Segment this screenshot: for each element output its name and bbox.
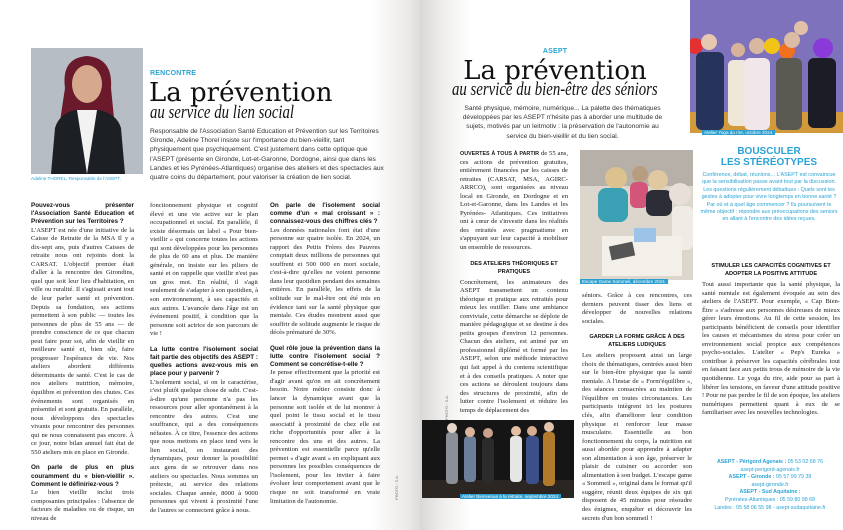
yoga-photo (690, 0, 843, 133)
answer-paragraph: L'isolement social, si on le caractérise, c'est plutôt quelque chose de subi. C'est-à-dire qu'une personne n'a pas les ressources pour aller spontanément à la rencontre des autres. C'est une souffrance, qui a des conséquences néfastes. À ce titre, l'essence des actions que nous mettons en place tend vers le lien social, en instaurant des dynamiques, pour donner la possibilité aux gens de se retrouver dans nos ateliers ou spectacles. Nous sommes un prétexte, au service des relations sociales. Chaque année, 8000 à 9000 personnes qui vivent à proximité l'une de l'autres se connectent grâce à nous. (150, 378, 258, 514)
contact-phone: Pyrénées-Atlantiques : 05 59 80 98 68 (724, 496, 816, 503)
yoga-group-image-icon (690, 0, 843, 133)
escape-game-caption: Escape Game Sommeil, décembre 2024. (582, 279, 667, 284)
article-column-3 (270, 202, 380, 513)
page-subtitle: au service du lien social (150, 102, 295, 123)
kicker: RENCONTRE (150, 70, 197, 77)
intro-body: de 55 ans, ces actions de prévention gratuites, entièrement financées par les caisses de retraites (CARSAT, MSA, AGIRC-ARRCO), sont organisées au niveau local en Gironde, en Dordogne et en Lot-et-Garonne, dans les Landes et les Pyrénées- Atlantiques. Ces initiatives ont à cœur de s'investir dans les réalités des retraités avec pragmatisme en s'appuyant sur leur capacité à mobiliser un ensemble de ressources. (460, 150, 568, 252)
article-column-2 (582, 292, 692, 530)
escape-game-photo (580, 150, 693, 280)
section-heading: DES ATELIERS THÉORIQUES ET PRATIQUES (470, 260, 558, 275)
section-heading: GARDER LA FORME GRÂCE À DES ATELIERS LUDIQUES (589, 334, 685, 349)
contact-name: ASEPT - Gironde : (728, 474, 775, 481)
question-heading: Pouvez-vous présenter l'Association Santé Education et Prévention sur les Territoires ? (31, 202, 134, 226)
portrait-image-icon (31, 48, 143, 174)
contact-name: ASEPT - Périgord Agenais : (716, 459, 787, 465)
contact-line[interactable] (700, 467, 840, 475)
article-column-2 (150, 202, 258, 522)
article-column-3 (702, 260, 840, 425)
section-body: Les ateliers proposent ainsi un large choix de thématiques, centrées aussi bien sur le bien-être physique que la santé mentale. A l'instar de « Form'équilibre », des séances consacrées au maintien de l'équilibre en toutes circonstances. Les participants intègrent ici les postures clés, afin d'améliorer leur condition physique et renforcer leur masse musculaire. Essentielle au bon fonctionnement du corps, la nutrition est aussi abordée pour apprendre à adapter son alimentation à son âge, préserver le plaisir de cuisiner ou accorder son alimentation à son budget. L'escape game « Sommeil », original dans le format qu'il suggère, réunit deux équipes de six qui disposent de 45 minutes pour résoudre des énigmes, enquêter et découvrir les secrets d'un bon sommeil ! (582, 352, 692, 522)
page-title: La prévention (149, 78, 333, 108)
portrait-photo (31, 48, 143, 174)
question-heading: On parle de l'isolement social comme d'un « mal croissant » : connaissez-vous des chiffres clés ? (270, 202, 380, 226)
answer-paragraph: fonctionnement physique et cognitif élevé et une vie active sur le plan occupationnel et social. En parallèle, il existe désormais un label « Pour bien-vieillir » qui concerne toutes les actions qui sont développées pour les personnes de plus de 60 ans et plus. De manière générale, on insiste sur les piliers de santé et on rappelle que vieillir n'est pas un gros mot. En réalité, il s'agit seulement de s'adapter à son quotidien, à son environnement, à ses capacités et aux autres. L'avancée dans l'âge est un événement positif, à condition que la personne soit actrice de son parcours de vie ! (150, 202, 258, 338)
question-heading: On parle de plus en plus couramment du « bien-vieillir ». Comment le définiriez-vous ? (31, 464, 134, 488)
question-heading: La lutte contre l'isolement social fait partie des objectifs des ASEPT : quelles actions avez-vous mis en place pour y parvenir ? (150, 345, 258, 378)
contact-phone: Landes : 05 58 06 55 98 - asept-sudaquitaine.fr (714, 504, 826, 511)
bienvenue-photo (422, 420, 574, 498)
page-subtitle: au service du bien-être des séniors (452, 79, 658, 100)
intro-text: séniors. Grâce à ces rencontres, ces derniers peuvent tisser des liens et développer de nouvelles relations sociales. (582, 292, 692, 325)
workshop-photo-image-icon (580, 150, 693, 280)
group-photo-image-icon (422, 420, 574, 498)
article-column-1 (31, 202, 134, 530)
box-title-line2: LES STÉRÉOTYPES (720, 157, 818, 168)
left-page (0, 0, 420, 530)
photo-credit: PHOTO : S.A. (394, 474, 399, 500)
contact-line (700, 459, 840, 467)
box-title-line1: BOUSCULER (737, 146, 801, 157)
page-title: La prévention (463, 56, 647, 86)
contact-line (700, 474, 840, 482)
contact-line (700, 497, 840, 505)
answer-paragraph: Je pense effectivement que la priorité est d'agir avant qu'on en ait concrètement besoin. Notre métier consiste donc à lancer la dynamique avant que la personne soit isolée et de lui montrer à quel point le tissu social et le tissu associatif à proximité de chez elle est riche d'opportunités pour aller à la rencontre des uns et des autres. La prévention est essentielle parce qu'elle permet « d'agir avant » en expliquant aux personnes les possibles conséquences de l'isolement, pour les inviter à faire évoluer leur comportement avant que le risque ne soit transformé en vraie limitation de l'autonomie. (270, 369, 380, 505)
photo-credit: PHOTO : S.A. (444, 394, 449, 420)
contact-line[interactable] (700, 482, 840, 490)
question-heading: Quel rôle joue la prévention dans la lutte contre l'isolement social ? Comment se concrétise-t-elle ? (270, 344, 380, 369)
subtitle-wrapper (420, 80, 690, 100)
box-text: Conférence, débat, réunions... L'ASEPT est convaincue que la sensibilisation passe avant tout par la discussion. Les questions régulièrement débattues : Quels sont les gestes à adopter pour vivre longtemps en bonne santé ? Par où et à quel âge commencer ? Ils poursuivent le même objectif : répondre aux préoccupations des seniors en allant à l'encontre des idées reçues. (700, 172, 838, 223)
kicker: ASEPT (542, 48, 568, 55)
article-column-1 (460, 150, 568, 422)
answer-paragraph: Les données nationales font état d'une personne sur quatre isolée. En 2024, un rapport des Petits Frères des Pauvres comptait deux millions de personnes qui souffrent et 500 000 en mort sociale, c'est-à-dire qu'elles ne voient personne dans leur quotidien pendant des semaines entières. En parallèle, les effets de la solitude sur le mal-être ont été mis en évidence tant sur la santé physique que mentale. Ces études montrent aussi que souffrir de solitude augmente le risque de décès prématuré de 30%. (270, 226, 380, 337)
contacts-block (700, 459, 840, 512)
bienvenue-caption: Atelier Bienvenue à la retraite, septembre 2024. (462, 494, 560, 499)
intro-text (460, 150, 568, 253)
intro-paragraph: Responsable de l'Association Santé Education et Prévention sur les Territoires Gironde, Adeline Thorel insiste sur l'importance du bien-vieillir, tant physiquement que psychiquement. C'est justement dans cette optique que l'ASEPT (présente en Gironde, Lot-et-Garonne, Dordogne, ainsi que dans les Landes et les Pyrénées-Atlantiques) organise des ateliers et des spectacles aux quatre coins du département, pour valoriser la création de lien social. (150, 128, 384, 182)
portrait-caption: Adeline THOREL, Responsable de l'ASEPT. (31, 176, 121, 181)
intro-paragraph: Santé physique, mémoire, numérique... La palette des thématiques développées par les ASEPT n'hésite pas à aborder une multitude de sujets, motivés par un leitmotiv : la préservation de l'autonomie au service du bien-vieillir et du lien social. (462, 105, 663, 140)
stereotypes-box (700, 146, 838, 224)
yoga-caption: Atelier Yoga du rire, octobre 2024. (704, 130, 774, 135)
lead-in: OUVERTES À TOUS À PARTIR (460, 151, 540, 157)
right-page (420, 0, 843, 530)
answer-paragraph: Le bien vieillir inclut trois composantes principales : l'absence de facteurs de maladies ou de risque, un niveau de (31, 488, 134, 522)
contact-name: ASEPT - Sud Aquitaine : (739, 489, 801, 496)
section-heading: STIMULER LES CAPACITÉS COGNITIVES ET ADOPTER LA POSITIVE ATTITUDE (711, 263, 831, 277)
section-body: Tout aussi importante que la santé physique, la santé mentale est également évoquée au sein des ateliers de l'ASEPT. Pour exemple, « Cap Bien- Être » s'adresse aux personnes désireuses de mieux gérer leurs émotions. Au fil de cette session, les participants bénéficient de conseils pour identifier les causes et mécanismes du stress pour créer un environnement social propice aux compétences psycho-sociales. L'atelier « Pep's Eureka » contribue à préserver les capacités cérébrales tout en faisant face aux petits trous de mémoire de la vie quotidienne. Le yoga du rire, aide pour sa part à libérer les tensions, en faveur d'une attitude positive ! Pour ne pas perdre le fil de son époque, les ateliers numériques permettent quant à eux de se familiariser avec les nouvelles technologies. (702, 281, 840, 417)
contact-phone: 05 57 99 79 39 (774, 474, 812, 481)
contact-website[interactable]: asept-gironde.fr (751, 481, 789, 488)
contact-line (700, 489, 840, 497)
answer-paragraph: L'ASEPT est née d'une initiative de la Caisse de Retraite de la MSA Il y a dix-sept ans, puis d'autres Caisses de retraite nous ont rejoints dont la CARSAT. L'objectif premier était d'aller à la rencontre des Girondins, quel que soit leur lieu d'habitation, en ville ou ruralité. Il s'agissait avant tout de leur parler santé et prévention. Depuis sa fondation, ses actions permettent à son public — toutes les personnes de plus de 55 ans — de prendre conscience de ce que chacun peut faire pour soi, afin de vieillir en meilleure santé et, bien sûr, faire progresser l'espérance de vie. Nos ateliers abordent différents déterminants de santé. C'est le cas de nos ateliers nutrition, mémoire, équilibre et prévention des chutes. Ces événements sont organisés en présentiel et sont gratuits. En parallèle, nous développons des spectacles vivants pour rencontrer des personnes qui ne nous connaissent pas encore. À ce jour, notre bilan annuel fait état de 550 ateliers mis en place en Gironde. (31, 226, 134, 456)
contact-website[interactable]: asept-perigord-agenais.fr (740, 466, 800, 473)
contact-line (700, 505, 840, 513)
contact-phone: 05 53 02 68 76 (786, 459, 824, 465)
section-body: Concrètement, les animateurs des ASEPT transmettent un contenu théorique et pratique aux retraités pour mieux les outiller. Dans une ambiance conviviale, cette démarche se déploie de manière pédagogique et se destine à des petits groupes d'environ 12 personnes. Chacun des ateliers, est animé par un professionnel diplômé et formé par les ASEPT, selon une méthode interactive qui fait appel à du contenu scientifique et à des conseils pratiques. A noter que ces actions se déroulent toujours dans des structures de proximité, afin de lutter contre l'isolement et réduire les temps de déplacement des (460, 278, 568, 414)
